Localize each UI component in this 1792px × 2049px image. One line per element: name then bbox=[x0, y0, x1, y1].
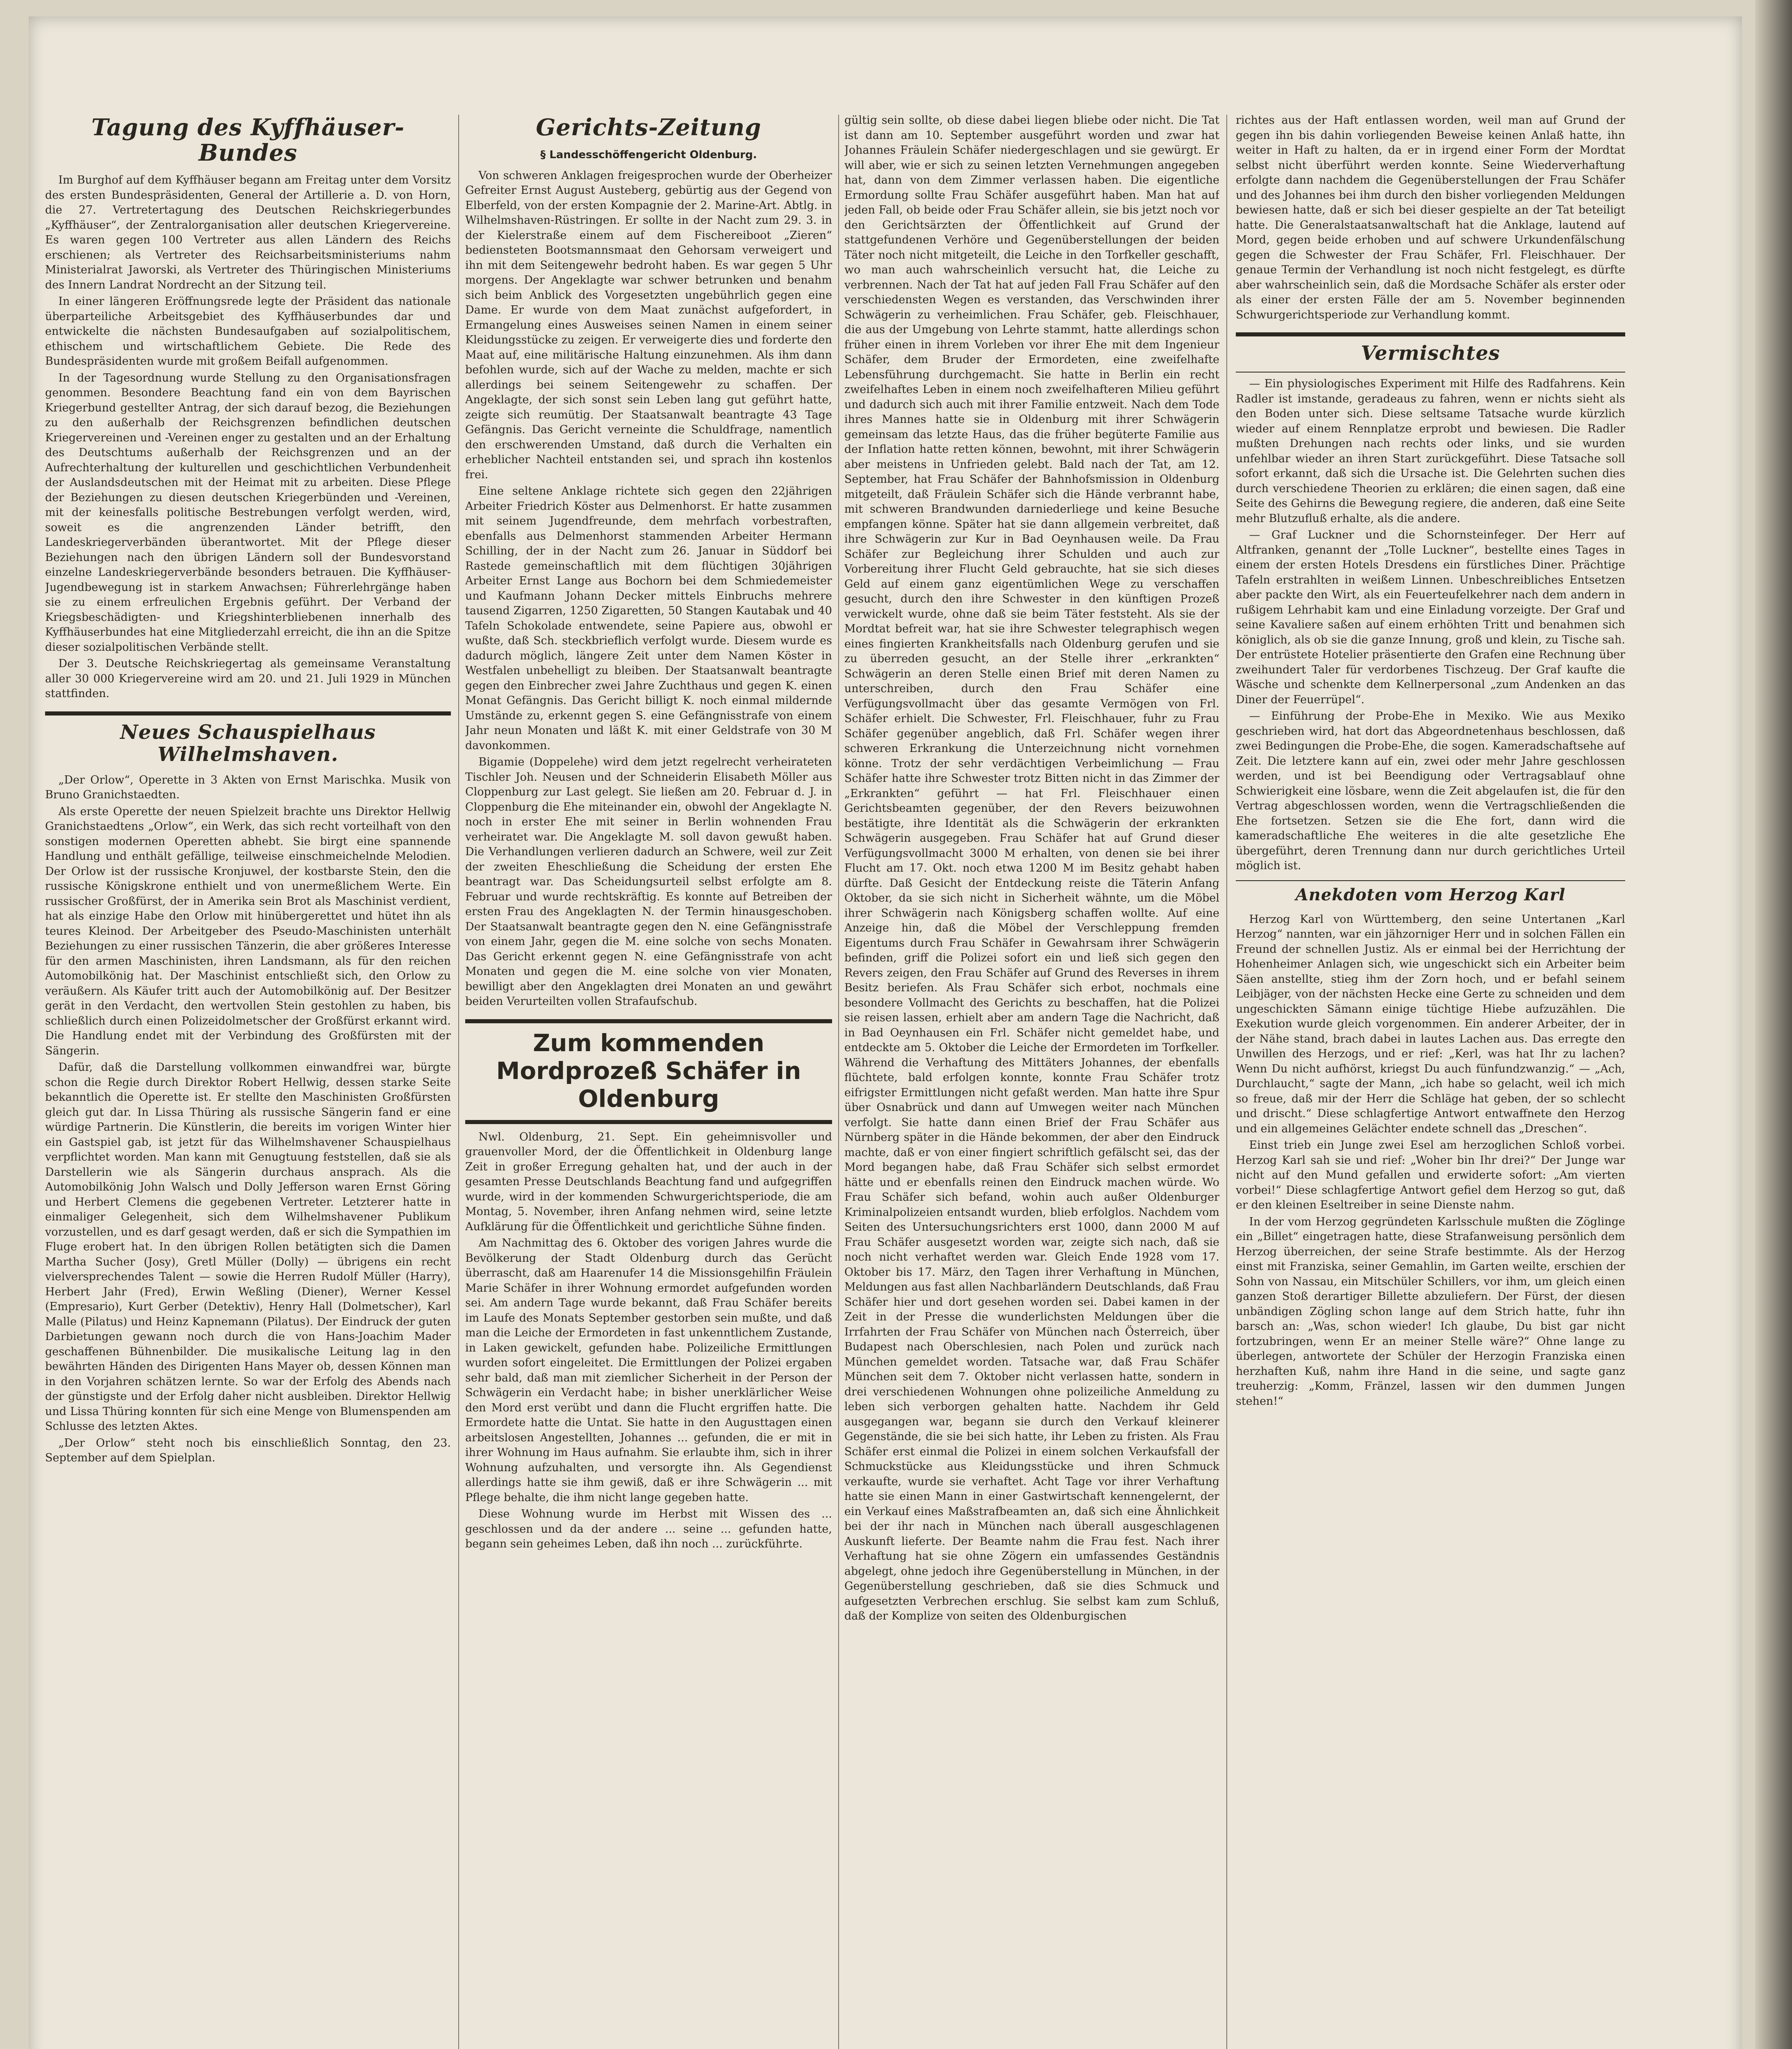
paragraph: Im Burghof auf dem Kyffhäuser begann am Freitag unter dem Vorsitz des ersten Bundespräsidenten, General der Artillerie a. D. von Horn, die 27. Vertretertagung des Deutschen Reichskriegerbundes „Kyffhäuser“, der Zentralorganisation aller deutschen Kriegervereine. Es waren gegen 100 Vertreter aus allen Ländern des Reichs erschienen; als Vertreter des Reichsarbeitsministeriums nahm Ministerialrat Jaworski, als Vertreter des Thüringischen Ministeriums des Innern Landrat Nordrecht an der Sitzung teil. bbox=[45, 174, 451, 291]
column-4 bbox=[1236, 113, 1625, 2049]
paragraph: Der 3. Deutsche Reichskriegertag als gemeinsame Veranstaltung aller 30 000 Kriegervereine wird am 20. und 21. Juli 1929 in München stattfinden. bbox=[45, 657, 451, 700]
paragraph: „Der Orlow“, Operette in 3 Akten von Ernst Marischka. Musik von Bruno Granichstaedten. bbox=[45, 773, 451, 801]
headline-anekdoten: Anekdoten vom Herzog Karl bbox=[1295, 885, 1566, 904]
paragraph: richtes aus der Haft entlassen worden, weil man auf Grund der gegen ihn bis dahin vorliegenden Beweise keinen Anlaß hatte, ihn weiter in Haft zu halten, da er in irgend einer Form der Mordtat selbst nicht überführt werden konnte. Seine Wiederverhaftung erfolgte dann nachdem die Gegenüberstellungen der Frau Schäfer und des Johannes bei ihm durch den bisher vorliegenden Meldungen bewiesen hatte, daß er sich bei dieser gespielte an der Tat beteiligt hatte. Die Generalstaatsanwaltschaft hat die Anklage, lautend auf Mord, gegen beide erhoben und auf schwere Urkundenfälschung gegen die Schwester der Frau Schäfer, Frl. Fleischhauer. Der genaue Termin der Verhandlung ist noch nicht festgelegt, es dürfte aber wahrscheinlich sein, daß die Mordsache Schäfer als erster oder als einer der ersten Fälle der am 5. November beginnenden Schwurgerichtsperiode zur Verhandlung kommt. bbox=[1236, 114, 1625, 321]
headline-schauspielhaus: Neues Schauspielhaus Wilhelmshaven. bbox=[120, 720, 376, 766]
paragraph: — Ein physiologisches Experiment mit Hilfe des Radfahrens. Kein Radler ist imstande, geradeaus zu fahren, wenn er nichts sieht als den Boden unter sich. Diese seltsame Tatsache wurde kürzlich wieder auf einem Rennplatze erprobt und bewiesen. Die Radler mußten Drehungen nach rechts oder links, und sie wurden unfehlbar wieder an ihren Start zurückgeführt. Diese Tatsache soll sofort erkannt, daß sich die Ursache ist. Die Gelehrten suchen dies durch verschiedene Theorien zu erklären; die einen sagen, daß eine Seite des Gehirns die Bewegung regiere, die anderen, daß eine Seite mehr Blutzufluß erhalte, als die andere. bbox=[1236, 377, 1625, 525]
column-rule bbox=[458, 115, 459, 2049]
paragraph: Herzog Karl von Württemberg, den seine Untertanen „Karl Herzog“ nannten, war ein jähzorniger Herr und in solchen Fällen ein Freund der schnellen Justiz. Als er einmal bei der Herrichtung der Hohenheimer Anlagen sich, wie ungeschickt sich ein Arbeiter beim Säen anstellte, stieg ihm der Zorn hoch, und er befahl seinem Leibjäger, von der nächsten Hecke eine Gerte zu schneiden und dem ungeschickten Sämann einige tüchtige Hiebe aufzuzählen. Die Exekution wurde gleich vorgenommen. Ein anderer Arbeiter, der in der Nähe stand, brach dabei in lautes Lachen aus. Das erregte den Unwillen des Herzogs, und er rief: „Kerl, was hat Ihr zu lachen? Wenn Du nicht aufhörst, kriegst Du auch fünfundzwanzig.“ — „Ach, Durchlaucht,“ sagte der Mann, „ich habe so gelacht, weil ich mich so freue, daß mir der Herr die Schläge hat geben, der so schlecht und drischt.“ Diese schlagfertige Antwort entwaffnete den Herzog und ein allgemeines Gelächter endete schnell das „Dreschen“. bbox=[1236, 913, 1625, 1135]
paragraph: gültig sein sollte, ob diese dabei liegen bliebe oder nicht. Die Tat ist dann am 10. September ausgeführt worden und zwar hat Johannes Fräulein Schäfer niedergeschlagen und sie gewürgt. Er will aber, wie er sich zu seinen letzten Vernehmungen angegeben hat, dann von dem Zimmer verlassen haben. Die eigentliche Ermordung sollte Frau Schäfer ausgeführt haben. Man hat auf jeden Fall, ob beide oder Frau Schäfer allein, sie bis jetzt noch vor den Gerichtsärzten der Öffentlichkeit auf Grund der stattgefundenen Verhöre und Gegenüberstellungen der beiden Täter noch nicht mitgeteilt, die Leiche in den Torfkeller geschafft, wo man auch wahrscheinlich versucht hat, die Leiche zu verbrennen. Nach der Tat hat auf jeden Fall Frau Schäfer auf den verschiedensten Wegen es verstanden, das Verschwinden ihrer Schwägerin zu verheimlichen. Frau Schäfer, geb. Fleischhauer, die aus der Umgebung von Lehrte stammt, hatte allerdings schon früher einen in ihrem Vorleben vor ihrer Ehe mit dem Ingenieur Schäfer, dem Bruder der Ermordeten, eine zweifelhafte Lebensführung durchgemacht. Sie hatte in Berlin ein recht zweifelhaftes Leben in einem noch zweifelhafteren Milieu geführt und dadurch sich auch mit ihrer Familie entzweit. Nach dem Tode ihres Mannes hatte sie in Oldenburg mit ihrer Schwägerin gemeinsam das letzte Haus, das die früher begüterte Familie aus der Inflation hatte retten können, bewohnt, mit ihrer Schwägerin aber meistens in Unfrieden gelebt. Bald nach der Tat, am 12. September, hat Frau Schäfer der Bahnhofsmission in Oldenburg mitgeteilt, daß Fräulein Schäfer sich die Hände verbrannt habe, mit schweren Brandwunden darniederliege und keine Besuche empfangen könne. Später hat sie dann allgemein verbreitet, daß ihre Schwägerin zur Kur in Bad Oeynhausen weile. Da Frau Schäfer zur Begleichung ihrer Schulden und auch zur Vorbereitung ihrer Flucht Geld gebrauchte, hat sie sich dieses Geld auf einem ganz eigentümlichen Wege zu verschaffen gesucht, durch den ihre Schwester in den künftigen Prozeß verwickelt wurde, ohne daß sie beim Täter feststeht. Als sie der Mordtat befreit war, hat sie ihre Schwester telegraphisch wegen eines fingierten Krankheitsfalls nach Oldenburg gerufen und sie zu überreden gesucht, an der Stelle ihrer „erkrankten“ Schwägerin an deren Stelle einen Brief mit deren Namen zu unterschreiben, durch den Frau Schäfer eine Verfügungsvollmacht über das gesamte Vermögen von Frl. Schäfer erhielt. Die Schwester, Frl. Fleischhauer, fuhr zu Frau Schäfer gegenüber angeblich, daß Frl. Schäfer wegen ihrer schweren Erkrankung die Unterzeichnung nicht vornehmen könne. Trotz der sehr verdächtigen Verbeimlichung — Frau Schäfer hatte ihre Schwester trotz Bitten nicht in das Zimmer der „Erkrankten“ geführt — hat Frl. Fleischhauer einen Gerichtsbeamten gegenüber, der den Revers beizuwohnen bestätigte, ihre Identität als die Schwägerin der erkrankten Schwägerin ausgegeben. Frau Schäfer hat auf Grund dieser Verfügungsvollmacht 3000 M erhalten, von denen sie bei ihrer Flucht am 17. Okt. noch etwa 1200 M im Besitz gehabt haben dürfte. Daß Gesicht der Entdeckung reiste die Täterin Anfang Oktober, da sie sich nicht in Sicherheit wähnte, um die Möbel ihrer Schwägerin nach Königsberg schaffen wollte. Auf eine Anzeige hin, daß die Möbel der Verschleppung fremden Eigentums durch Frau Schäfer in Gewahrsam ihrer Schwägerin befinden, griff die Polizei sofort ein und ließ sich gegen den Revers zeigen, den Frau Schäfer auf Grund des Reverses in ihrem Besitz beriefen. Als Frau Schäfer sich erbot, nochmals eine besondere Vollmacht des Gerichts zu beschaffen, hat die Polizei sie reisen lassen, erhielt aber am andern Tage die Nachricht, daß in Bad Oeynhausen ein Frl. Schäfer nicht gemeldet habe, und entdeckte am 5. Oktober die Leiche der Ermordeten im Torfkeller. Während die Verhaftung des Mittäters Johannes, der ebenfalls flüchtete, bald erfolgen konnte, konnte Frau Schäfer trotz eifrigster Ermittlungen nicht gefaßt werden. Man hatte ihre Spur über Osnabrück und dann auf Umwegen weiter nach München verfolgt. Sie hatte dann einen Brief der Frau Schäfer aus Nürnberg später in die Hände bekommen, der aber den Eindruck machte, daß er von einer fingiert schriftlich gefälscht sei, das der Mord begangen habe, daß Frau Schäfer sich selbst ermordet hätte und er ebenfalls reinen den Eindruck machen würde. Wo Frau Schäfer sich befand, wohin auch außer Oldenburger Kriminalpolizeien entsandt wurden, blieb erfolglos. Nachdem vom Seiten des Untersuchungsrichters erst 1000, dann 2000 M auf Frau Schäfer ausgesetzt worden war, zeigte sich nach, daß sie noch nicht verhaftet werden war. Gleich Ende 1928 vom 17. Oktober bis 17. März, den Tagen ihrer Verhaftung in München, Meldungen aus fast allen Nachbarländern Deutschlands, daß Frau Schäfer hier und dort gesehen worden sei. Dabei kamen in der Zeit in der Presse die wunderlichsten Meldungen über die Irrfahrten der Frau Schäfer von München nach Österreich, über Budapest nach Oberschlesien, nach Polen und zurück nach München gemeldet worden. Tatsache war, daß Frau Schäfer München seit dem 7. Oktober nicht verlassen hatte, sondern in drei verschiedenen Wohnungen ohne polizeiliche Anmeldung zu leben sich verborgen gehalten hatte. Nachdem ihr Geld ausgegangen war, begann sie durch den Verkauf kleinerer Gegenstände, die sie bei sich hatte, ihr Leben zu fristen. Als Frau Schäfer erst einmal die Polizei in einem solchen Verkaufsfall der Schmuckstücke aus Kleidungsstücke und ihren Schmuck verkaufte, wurde sie verhaftet. Acht Tage vor ihrer Verhaftung hatte sie einen Mann in einer Gastwirtschaft kennengelernt, der ein Verkauf eines Maßstrafbeamten an, daß sich eine Ähnlichkeit bei der ihr nach in München nach überall ausgeschlagenen Auskunft lieferte. Der Beamte nahm die Frau fest. Nach ihrer Verhaftung hat sie ohne Zögern ein umfassendes Geständnis abgelegt, ohne jedoch ihre Gegenüberstellung in München, in der Gegenüberstellung geschrieben, daß sie dies Schmuck und aufgesetzten Verbrechen erschlug. Sie selbst kam zum Schluß, daß der Komplize von seiten des Oldenburgischen bbox=[844, 114, 1219, 1622]
divider bbox=[1236, 372, 1625, 373]
divider bbox=[465, 1120, 832, 1124]
paragraph: Nwl. Oldenburg, 21. Sept. Ein geheimnisvoller und grauenvoller Mord, der die Öffentlichkeit in Oldenburg lange Zeit in großer Erregung gehalten hat, und der auch in der gesamten Presse Deutschlands Beachtung fand und aufgegriffen wurde, wird in der kommenden Schwurgerichtsperiode, die am Montag, 5. November, ihren Anfang nehmen wird, seine letzte Aufklärung für die Öffentlichkeit und gerichtliche Sühne finden. bbox=[465, 1130, 832, 1233]
paragraph: Bigamie (Doppelehe) wird dem jetzt regelrecht verheirateten Tischler Joh. Neusen und der Schneiderin Elisabeth Möller aus Cloppenburg zur Last gelegt. Sie ließen am 20. Februar d. J. in Cloppenburg die Ehe miteinander ein, obwohl der Angeklagte N. noch in erster Ehe mit seiner in Berlin wohnenden Frau verheiratet war. Die Angeklagte M. soll davon gewußt haben. Die Verhandlungen verlieren dadurch an Schwere, weil zur Zeit der zweiten Eheschließung die Scheidung der ersten Ehe beantragt war. Das Scheidungsurteil selbst erfolgte am 8. Februar und wurde rechtskräftig. Es konnte auf Betreiben der ersten Frau des Angeklagten N. der Termin hinausgeschoben. Der Staatsanwalt beantragte gegen den N. eine Gefängnisstrafe von einem Jahr, gegen die M. eine solche von sechs Monaten. Das Gericht erkennt gegen N. eine Gefängnisstrafe von acht Monaten und gegen die M. eine solche von vier Monaten, bewilligt aber den Angeklagten drei Monaten an und gewährt beiden Verurteilten vollen Strafaufschub. bbox=[465, 756, 832, 1008]
paragraph: In der vom Herzog gegründeten Karlsschule mußten die Zöglinge ein „Billet“ eingetragen hatte, diese Strafanweisung persönlich dem Herzog überreichen, der seine Strafe bestimmte. Als der Herzog einst mit Franziska, seiner Gemahlin, im Garten weilte, erschien der Sohn von Nassau, ein Mitschüler Schillers, vor ihm, um gleich einen ganzen Stoß derartiger Billette abzuliefern. Der Fürst, der diesen unbändigen Zögling schon lange auf dem Strich hatte, fuhr ihn barsch an: „Was, schon wieder! Ich glaube, Du bist gar nicht fortzubringen, wenn Er an meiner Stelle wäre?“ Ohne lange zu überlegen, antwortete der Schüler der Herzogin Franziska einen herzhaften Kuß, nahm ihre Hand in die seine, und sagte ganz treuherzig: „Komm, Fränzel, lassen wir den dummen Jungen stehen!“ bbox=[1236, 1215, 1625, 1408]
paragraph: Einst trieb ein Junge zwei Esel am herzoglichen Schloß vorbei. Herzog Karl sah sie und rief: „Woher bin Ihr drei?“ Der Junge war nicht auf den Mund gefallen und erwiderte sofort: „Am vierten vorbei!“ Diese schlagfertige Antwort gefiel dem Herzog so gut, daß er den kleinen Eseltreiber in seine Dienste nahm. bbox=[1236, 1139, 1625, 1211]
divider bbox=[1236, 880, 1625, 881]
divider bbox=[1236, 332, 1625, 336]
headline-kyffhaeuser: Tagung des Kyffhäuser-Bundes bbox=[91, 114, 405, 166]
paragraph: Eine seltene Anklage richtete sich gegen den 22jährigen Arbeiter Friedrich Köster aus Delmenhorst. Er hatte zusammen mit seinem Jugendfreunde, dem mehrfach vorbestraften, ebenfalls aus Delmenhorst stammenden Arbeiter Hermann Schilling, der in der Nacht zum 26. Januar in Süddorf bei Rastede gemeinschaftlich mit dem flüchtigen 30jährigen Arbeiter Ernst Lange aus Bochorn bei dem Schmiedemeister und Kaufmann Johann Decker mittels Einbruchs mehrere tausend Zigarren, 1250 Zigaretten, 50 Stangen Kautabak und 40 Tafeln Schokolade entwendete, seine Papiere aus, obwohl er wußte, daß Sch. steckbrieflich verfolgt wurde. Diesem wurde es dadurch möglich, längere Zeit unter dem Namen Köster in Westfalen unbehelligt zu bleiben. Der Staatsanwalt beantragte gegen den Einbrecher zwei Jahre Zuchthaus und gegen K. einen Monat Gefängnis. Das Gericht billigt K. noch einmal mildernde Umstände zu, erkennt gegen S. eine Gefängnisstrafe von einem Jahr neun Monaten und läßt K. mit einer Geldstrafe von 30 M davonkommen. bbox=[465, 485, 832, 752]
paragraph: Dafür, daß die Darstellung vollkommen einwandfrei war, bürgte schon die Regie durch Direktor Robert Hellwig, dessen starke Seite bekanntlich die Operette ist. Er stellte den Maschinisten Großfürsten gleich gut dar. In Lissa Thüring als russische Sängerin fand er eine würdige Partnerin. Die Künstlerin, die bereits im vorigen Winter hier ein Gastspiel gab, ist jetzt für das Wilhelmshavener Schauspielhaus verpflichtet worden. Man kann mit Genugtuung feststellen, daß sie als Darstellerin wie als Sängerin durchaus ansprach. Als die Automobilkönig John Walsch und Dolly Jefferson waren Ernst Göring und Herbert Clemens die gegebenen Vertreter. Letzterer hatte in einmaliger Gelegenheit, sich dem Wilhelmshavener Publikum vorzustellen, und es darf gesagt werden, daß er sich die Sympathien im Fluge erobert hat. In den übrigen Rollen betätigten sich die Damen Martha Sucher (Josy), Gretl Müller (Dolly) — übrigens ein recht vielversprechendes Talent — sowie die Herren Rudolf Müller (Harry), Herbert Jahr (Fred), Erwin Weßling (Diener), Werner Kessel (Empresario), Kurt Gerber (Detektiv), Henry Hall (Dolmetscher), Karl Malle (Pilatus) und Heinz Kapnemann (Pilatus). Der Eindruck der guten Darbietungen gewann noch durch die von Hans-Joachim Mader geschaffenen Bühnenbilder. Die musikalische Leitung lag in den bewährten Händen des Dirigenten Hans Mayer ob, dessen Können man in den Vorjahren schätzen lernte. So war der Erfolg des Abends nach der günstigste und der Erfolg daher nicht ausbleiben. Direktor Hellwig und Lissa Thüring konnten für sich eine Menge von Blumenspenden am Schlusse des letzten Aktes. bbox=[45, 1061, 451, 1433]
page-edge-shadow bbox=[1755, 0, 1792, 2049]
divider bbox=[465, 1019, 832, 1023]
paragraph: In einer längeren Eröffnungsrede legte der Präsident das nationale überparteiliche Arbeitsgebiet des Kyffhäuserbundes dar und entwickelte die nächsten Bundesaufgaben auf sozialpolitischem, ethischem und wirtschaftlichem Gebiete. Die Rede des Bundespräsidenten wurde mit großem Beifall aufgenommen. bbox=[45, 295, 451, 368]
headline-vermischtes: Vermischtes bbox=[1361, 342, 1500, 365]
headline-gerichts-zeitung: Gerichts-Zeitung bbox=[536, 114, 762, 141]
paragraph: Am Nachmittag des 6. Oktober des vorigen Jahres wurde die Bevölkerung der Stadt Oldenburg durch das Gerücht überrascht, daß am Haarenufer 14 die Missionsgehilfin Fräulein Marie Schäfer in ihrer Wohnung ermordet aufgefunden worden sei. Am andern Tage wurde bekannt, daß Frau Schäfer bereits im Laufe des Monats September gestorben sein mußte, und daß man die Leiche der Ermordeten in fast unkenntlichem Zustande, in Laken gewickelt, gefunden habe. Polizeiliche Ermittlungen wurden sofort eingeleitet. Die Ermittlungen der Polizei ergaben sehr bald, daß man mit ziemlicher Sicherheit in der Person der Schwägerin ein Verdacht habe; in bisher unerklärlicher Weise den Mord erst verübt und dann die Flucht ergriffen hatte. Die Ermordete hatte die Untat. Sie hatte in den Augusttagen einen arbeitslosen Angestellten, Johannes ... gefunden, die er mit in ihrer Wohnung im Haus aufnahm. Sie erlaubte ihm, sich in ihrer Wohnung aufzuhalten, und versorgte ihn. Als Gegendienst allerdings hatte sie ihm gewiß, daß er ihre Schwägerin ... mit Pflege behalte, die ihm nicht lange gegeben hatte. bbox=[465, 1237, 832, 1504]
newspaper-page bbox=[29, 16, 1742, 2049]
subheadline-landesschoeffengericht: § Landesschöffengericht Oldenburg. bbox=[540, 149, 757, 161]
paragraph: Als erste Operette der neuen Spielzeit brachte uns Direktor Hellwig Granichstaedtens „Orlow“, ein Werk, das sich recht vorteilhaft von den sonstigen modernen Operetten abhebt. Sie birgt eine spannende Handlung und enthält gefällige, teilweise einschmeichelnde Melodien. Der Orlow ist der russische Kronjuwel, der kostbarste Stein, den die russische Königskrone enthielt und von unermeßlichem Werte. Ein russischer Großfürst, der in Amerika sein Brot als Maschinist verdient, hat als einzige Habe den Orlow mit hinübergerettet und hütet ihn als teures Kleinod. Der Arbeitgeber des Pseudo-Maschinisten unterhält Beziehungen zu einer russischen Tänzerin, die aber größeres Interesse für den armen Maschinisten, ihren Landsmann, als für den reichen Automobilkönig hat. Der Maschinist entschließt sich, den Orlow zu veräußern. Als Käufer tritt auch der Automobilkönig auf. Der Besitzer gerät in den Verdacht, den wertvollen Stein gestohlen zu haben, bis schließlich durch einen Polizeidolmetscher der Großfürst erkannt wird. Die Handlung endet mit der Verbindung des Großfürsten mit der Sängerin. bbox=[45, 805, 451, 1057]
headline-mordprozess: Zum kommenden Mordprozeß Schäfer in Oldenburg bbox=[496, 1029, 801, 1113]
column-2 bbox=[465, 111, 832, 2049]
column-rule bbox=[1226, 115, 1227, 2049]
column-rule bbox=[838, 115, 839, 2049]
paragraph: Diese Wohnung wurde im Herbst mit Wissen des ... geschlossen und da der andere ... seine ... gefunden hatte, begann sein geheimes Leben, daß ihn noch ... zurückführte. bbox=[465, 1508, 832, 1550]
paragraph: — Graf Luckner und die Schornsteinfeger. Der Herr auf Altfranken, genannt der „Tolle Luckner“, bestellte eines Tages in einem der ersten Hotels Dresdens ein fürstliches Diner. Prächtige Tafeln erstrahlten in weißem Linnen. Unbeschreibliches Entsetzen aber packte den Wirt, als ein Feuerteufelkehrer nach dem andern in rußigem Lehrhabit kam und eine Einladung vorzeigte. Der Graf und seine Kavaliere saßen auf einem erhöhten Tritt und benahmen sich königlich, als ob sie die ganze Innung, groß und klein, zu Tische sah. Der entrüstete Hotelier präsentierte den Grafen eine Rechnung über zweihundert Taler für verdorbenes Tischzeug. Der Graf kaufte die Wäsche und schenkte dem Kellnerpersonal „zum Andenken an das Diner der Feuerrüpel“. bbox=[1236, 529, 1625, 706]
column-3 bbox=[844, 113, 1219, 2049]
paragraph: Von schweren Anklagen freigesprochen wurde der Oberheizer Gefreiter Ernst August Austeberg, gebürtig aus der Gegend von Elberfeld, von der ersten Kompagnie der 2. Marine-Art. Abtlg. in Wilhelmshaven-Rüstringen. Er sollte in der Nacht zum 29. 3. in der Kielerstraße einem auf dem Fischereiboot „Zieren“ bediensteten Bootsmannsmaat den Gehorsam verweigert und ihn mit dem Seitengewehr bedroht haben. Es war gegen 5 Uhr morgens. Der Angeklagte war schwer betrunken und benahm sich beim Anblick des Vorgesetzten ungebührlich gegen eine Dame. Er wurde von dem Maat zunächst aufgefordert, in Ermangelung eines Ausweises seinen Namen in einem seiner Kleidungsstücke zu zeigen. Er verweigerte dies und forderte den Maat auf, eine militärische Haltung einzunehmen. Als ihm dann befohlen wurde, sich auf der Wache zu melden, machte er sich allerdings bei seinem Seitengewehr zu schaffen. Der Angeklagte, der sich sonst sein Leben lang gut geführt hatte, zeigte sich reumütig. Der Staatsanwalt beantragte 43 Tage Gefängnis. Das Gericht verneinte die Schuldfrage, namentlich den erschwerenden Umstand, daß durch die Verhalten ein erheblicher Nachteil entstanden sei, und sprach ihn kostenlos frei. bbox=[465, 169, 832, 481]
paragraph: — Einführung der Probe-Ehe in Mexiko. Wie aus Mexiko geschrieben wird, hat dort das Abgeordnetenhaus beschlossen, daß zwei Bedingungen die Probe-Ehe, die sogen. Kameradschaftsehe auf Zeit. Die letztere kann auf ein, zwei oder mehr Jahre geschlossen werden, und ist bei Beendigung oder Vertragsablauf ohne Schwierigkeit eine lösbare, wenn die Zeit abgelaufen ist, die für den Vertrag abgeschlossen worden, wenn die Vertragschließenden die Ehe fortsetzen. Setzen sie die Ehe fort, dann wird die kameradschaftliche Ehe weiteres in die alte gesetzliche Ehe übergeführt, deren Trennung dann nur durch gerichtliches Urteil möglich ist. bbox=[1236, 710, 1625, 872]
paragraph: In der Tagesordnung wurde Stellung zu den Organisationsfragen genommen. Besondere Beachtung fand ein von dem Bayrischen Kriegerbund gestellter Antrag, der sich darauf bezog, die Beziehungen zu den außerhalb der Reichsgrenzen befindlichen deutschen Kriegervereinen und -Vereinen enger zu gestalten und an der Erhaltung des Deutschtums außerhalb der Reichsgrenzen und an der Aufrechterhaltung der kulturellen und geschichtlichen Verbundenheit der Auslandsdeutschen mit der Heimat mit zu arbeiten. Diese Pflege der Beziehungen zu diesen deutschen Kriegerbünden und -Vereinen, mit der keinesfalls politische Bestrebungen verfolgt werden, wird, soweit es die angrenzenden Länder betrifft, den Landeskriegerverbänden überantwortet. Mit der Pflege dieser Beziehungen nach den übrigen Ländern soll der Bundesvorstand einzelne Landeskriegerverbände besonders betrauen. Die Kyffhäuser-Jugendbewegung ist in starkem Anwachsen; Führerlehrgänge haben sie zu einem erfreulichen Ergebnis geführt. Der Verband der Kriegsbeschädigten- und Kriegshinterbliebenen innerhalb des Kyffhäuserbundes hat eine Mitgliederzahl erreicht, die ihn an die Spitze dieser sozialpolitischen Verbände stellt. bbox=[45, 371, 451, 654]
divider bbox=[45, 711, 451, 716]
column-1 bbox=[45, 111, 451, 2049]
paragraph: „Der Orlow“ steht noch bis einschließlich Sonntag, den 23. September auf dem Spielplan. bbox=[45, 1436, 451, 1464]
